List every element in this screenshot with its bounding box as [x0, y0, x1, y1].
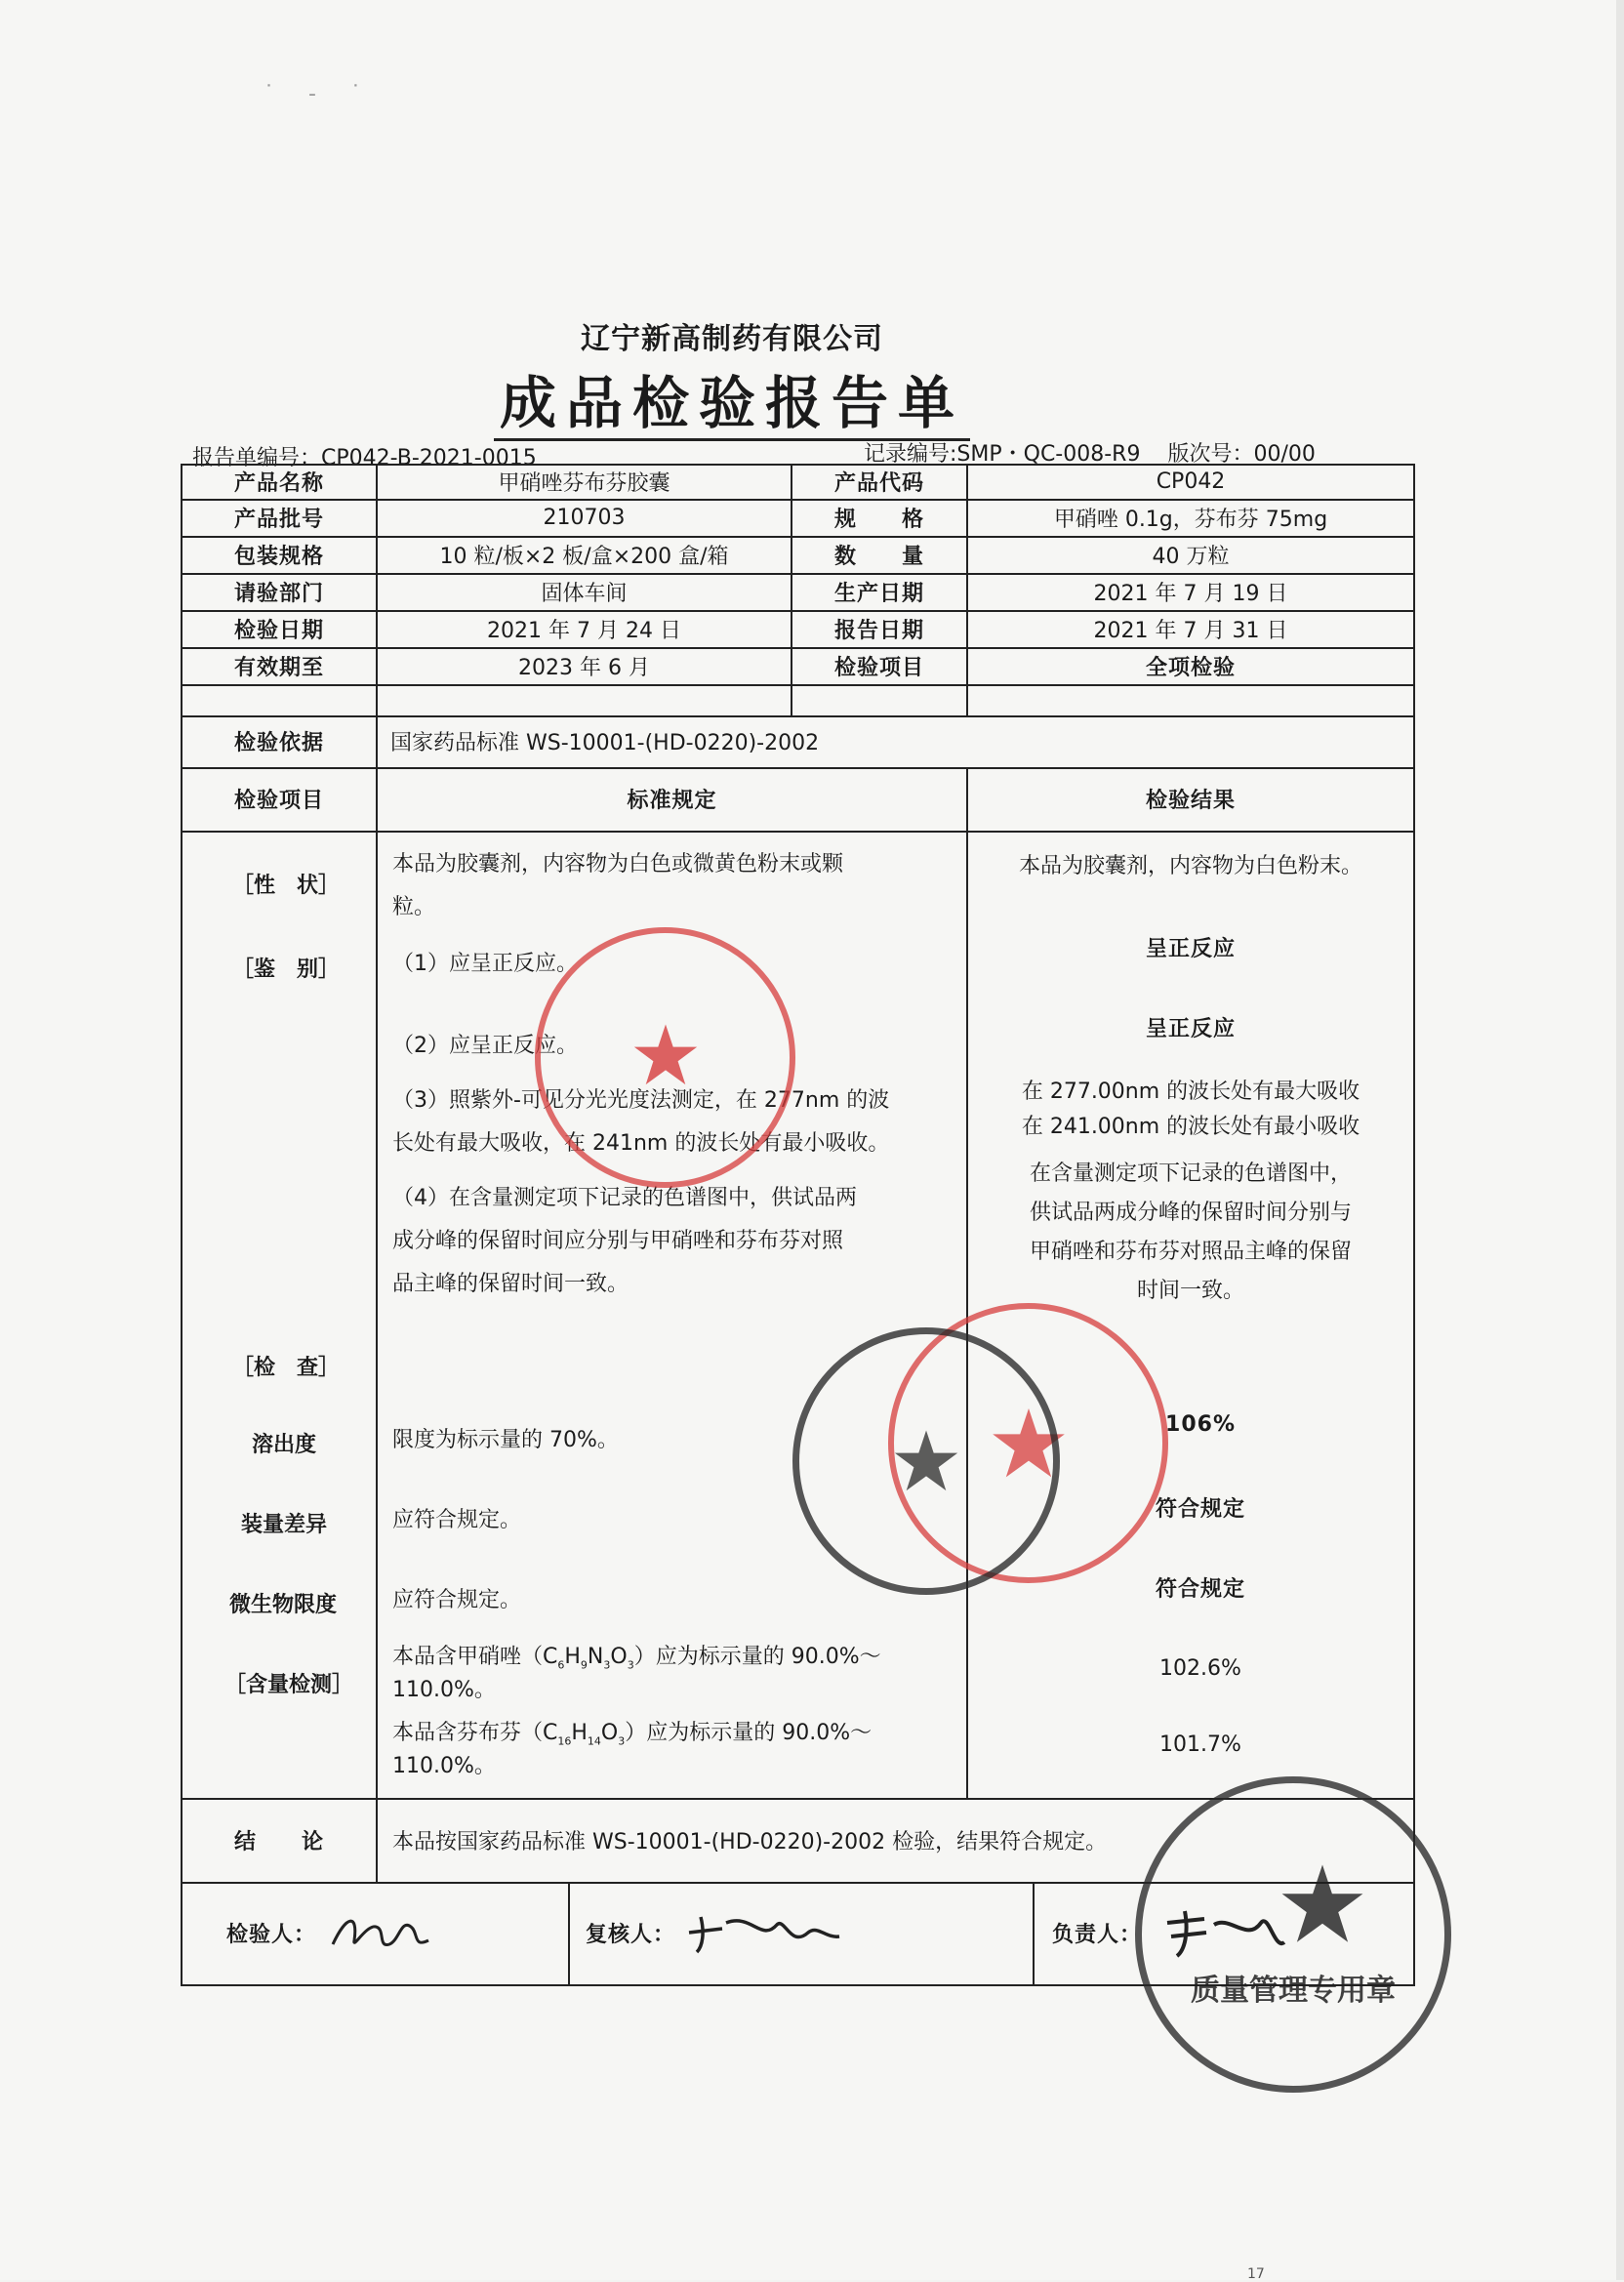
section-dissolution: 溶出度: [252, 1433, 317, 1457]
res-ident-4c: 甲硝唑和芬布芬对照品主峰的保留: [1029, 1240, 1352, 1264]
product-name: 甲硝唑芬布芬胶囊: [498, 470, 670, 496]
report-number: 报告单编号：CP042-B-2021-0015: [192, 446, 537, 470]
res-assay-1: 102.6%: [1159, 1656, 1241, 1681]
res-ident-4b: 供试品两成分峰的保留时间分别与: [1029, 1201, 1352, 1225]
basis-label: 检验依据: [233, 731, 324, 755]
seal-caption: 质量管理专用章: [1191, 1974, 1396, 2008]
items-value: 全项检验: [1145, 655, 1236, 680]
std-ident-3b: 长处有最大吸收，在 241nm 的波长处有最小吸收。: [392, 1131, 890, 1156]
std-ident-3a: （3）照紫外-可见分光光度法测定，在 277nm 的波: [392, 1088, 890, 1113]
prod-date-label: 生产日期: [833, 581, 924, 606]
black-seal-2: [1135, 1776, 1451, 2093]
expiry-label: 有效期至: [233, 655, 324, 680]
prod-date: 2021 年 7 月 19 日: [1093, 581, 1288, 606]
std-dissolution: 限度为标示量的 70%。: [392, 1428, 619, 1452]
res-ident-4a: 在含量测定项下记录的色谱图中，: [1029, 1161, 1352, 1186]
inspector-signature: [327, 1905, 434, 1967]
responsible-label: 负责人：: [1052, 1922, 1143, 1947]
section-appearance: ［性 状］: [232, 874, 341, 898]
std-ident-4a: （4）在含量测定项下记录的色谱图中，供试品两: [392, 1186, 857, 1210]
res-ident-3b: 在 241.00nm 的波长处有最小吸收: [1021, 1115, 1360, 1139]
col-standard-header: 标准规定: [627, 789, 717, 813]
test-date-label: 检验日期: [233, 618, 324, 643]
conclusion-label: 结 论: [233, 1829, 324, 1854]
report-title: [0, 357, 1464, 439]
section-fill-variation: 装量差异: [241, 1513, 328, 1537]
std-assay-2-end: 110.0%。: [392, 1754, 496, 1778]
dept-label: 请验部门: [233, 581, 324, 606]
version-number: 版次号：00/00: [1167, 442, 1316, 467]
res-assay-2: 101.7%: [1159, 1732, 1241, 1757]
section-microbial: 微生物限度: [229, 1593, 338, 1617]
batch-number: 210703: [543, 505, 626, 530]
quantity-value: 40 万粒: [1152, 544, 1230, 569]
col-item-header: 检验项目: [233, 789, 324, 813]
std-ident-1: （1）应呈正反应。: [392, 952, 578, 976]
res-dissolution: 106%: [1165, 1412, 1236, 1437]
product-code: CP042: [1156, 469, 1226, 494]
star-icon: [892, 1427, 960, 1495]
conclusion-text: 本品按国家药品标准 WS-10001-(HD-0220)-2002 检验，结果符合规定。: [392, 1829, 1108, 1854]
std-ident-2: （2）应呈正反应。: [392, 1034, 578, 1058]
std-ident-4c: 品主峰的保留时间一致。: [392, 1272, 629, 1296]
scan-artifact: ˙ ‐ ˙: [264, 82, 375, 106]
basis-value: 国家药品标准 WS-10001-(HD-0220)-2002: [390, 731, 820, 755]
company-name: 辽宁新高制药有限公司: [581, 322, 883, 356]
star-icon: [1279, 1860, 1366, 1948]
std-fill-variation: 应符合规定。: [392, 1508, 522, 1532]
std-ident-4b: 成分峰的保留时间应分别与甲硝唑和芬布芬对照: [392, 1229, 844, 1253]
product-code-label: 产品代码: [833, 470, 924, 496]
star-icon: [631, 1021, 700, 1089]
std-appearance-1: 本品为胶囊剂，内容物为白色或微黄色粉末或颗: [392, 852, 844, 876]
std-microbial: 应符合规定。: [392, 1588, 522, 1612]
reviewer-signature: [683, 1903, 849, 1967]
res-ident-4d: 时间一致。: [1136, 1279, 1244, 1303]
pack-value: 10 粒/板×2 板/盒×200 盒/箱: [439, 544, 729, 569]
res-microbial: 符合规定: [1155, 1577, 1245, 1602]
batch-label: 产品批号: [233, 507, 324, 532]
res-ident-1: 呈正反应: [1145, 937, 1236, 961]
quantity-label: 数 量: [833, 544, 924, 569]
report-date: 2021 年 7 月 31 日: [1093, 618, 1288, 643]
res-ident-2: 呈正反应: [1145, 1017, 1236, 1041]
section-inspection: ［检 查］: [232, 1356, 341, 1380]
std-assay-1-end: 110.0%。: [392, 1678, 496, 1702]
record-number: 记录编号:SMP・QC-008-R9: [864, 442, 1141, 467]
pack-label: 包装规格: [233, 544, 324, 569]
inspector-label: 检验人：: [226, 1922, 317, 1947]
section-assay: ［含量检测］: [224, 1673, 354, 1697]
reviewer-label: 复核人：: [586, 1922, 676, 1947]
test-date: 2021 年 7 月 24 日: [487, 618, 681, 643]
res-fill-variation: 符合规定: [1155, 1497, 1245, 1522]
black-seal-1: [792, 1327, 1060, 1595]
spec-value: 甲硝唑 0.1g，芬布芬 75mg: [1053, 507, 1328, 532]
res-ident-3a: 在 277.00nm 的波长处有最大吸收: [1021, 1080, 1360, 1104]
product-name-label: 产品名称: [233, 470, 324, 496]
expiry-value: 2023 年 6 月: [518, 655, 650, 680]
std-assay-2: 本品含芬布芬$(C_{16}H_{14}O_3)$应为标示量的 90.0%～: [392, 1721, 873, 1748]
report-title-text: 成品检验报告单: [494, 370, 970, 441]
report-date-label: 报告日期: [833, 618, 924, 643]
col-result-header: 检验结果: [1145, 789, 1236, 813]
std-appearance-2: 粒。: [392, 895, 436, 919]
std-assay-1: 本品含甲硝唑$(C_6H_9N_3O_3)$应为标示量的 90.0%～: [392, 1645, 881, 1672]
paper-edge: [1616, 0, 1624, 2280]
page-number: 17: [1247, 2266, 1265, 2282]
res-appearance: 本品为胶囊剂，内容物为白色粉末。: [1018, 854, 1362, 878]
section-identification: ［鉴 别］: [232, 958, 341, 982]
items-label: 检验项目: [833, 655, 924, 680]
dept-value: 固体车间: [541, 581, 628, 606]
red-seal-1: [535, 927, 795, 1188]
spec-label: 规 格: [833, 507, 924, 532]
